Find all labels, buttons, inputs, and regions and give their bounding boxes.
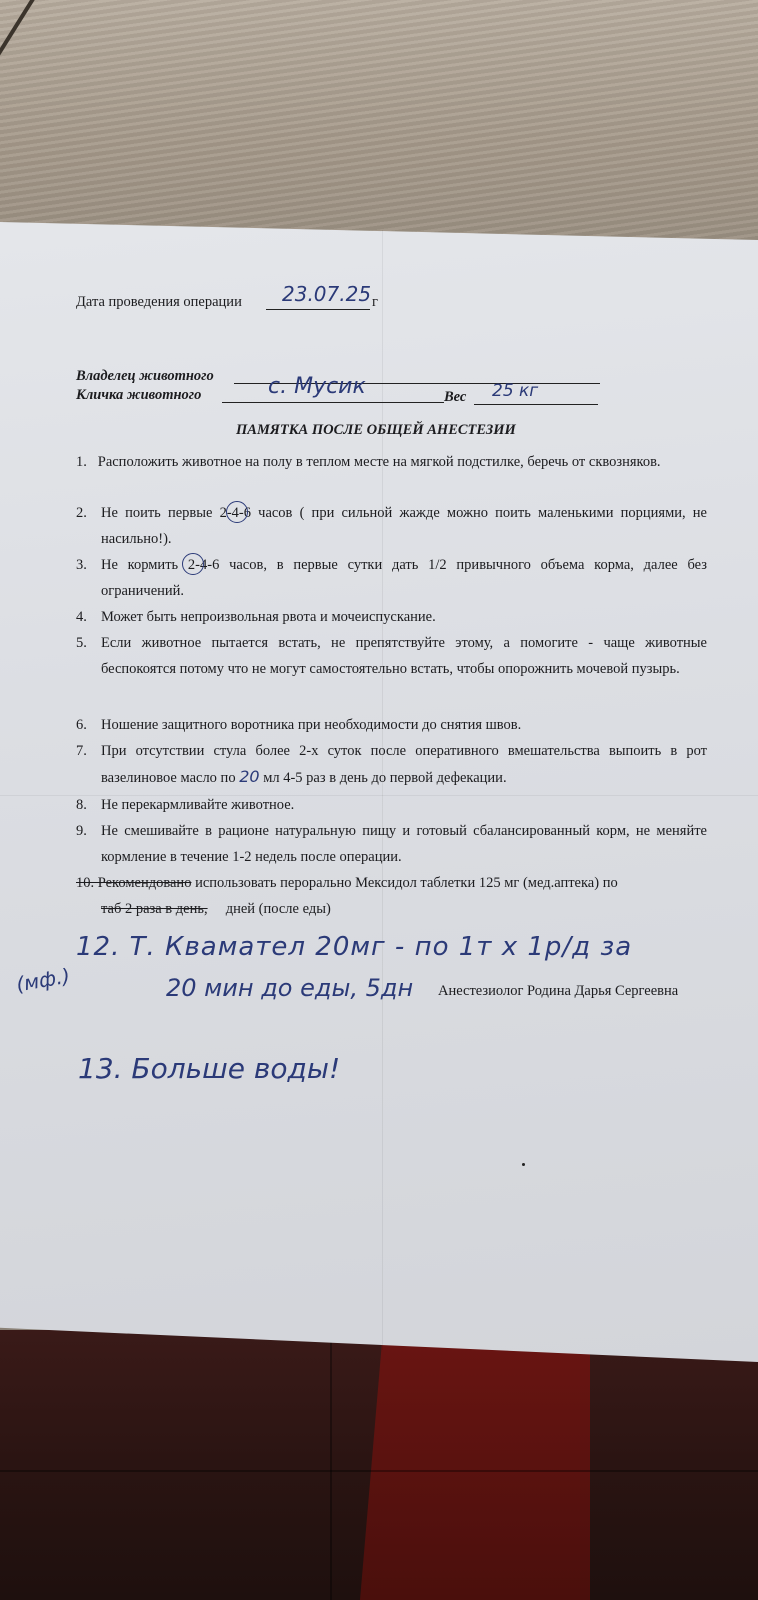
weight-value: 25 кг: [492, 381, 539, 401]
item-text: использовать перорально Мексидол таблетки 125 мг (мед.аптека) по: [191, 875, 618, 891]
item-number: 6.: [76, 717, 87, 733]
item-text: Расположить животное на полу в теплом месте на мягкой подстилке, беречь от сквозняков.: [97, 454, 661, 470]
item-number: 7.: [76, 743, 87, 759]
struck-text: 10. Рекомендовано: [76, 875, 192, 891]
handwritten-item-12-line2: 20 мин до еды, 5дн: [166, 974, 414, 1002]
tile-joint: [0, 1470, 758, 1472]
pet-label: Кличка животного: [76, 387, 202, 403]
pet-underline: [222, 402, 444, 403]
struck-text: таб 2 раза в день,: [101, 901, 208, 917]
handwritten-margin-note: (мф.): [14, 963, 72, 997]
instruction-item-2: Не поить первые 2-4-6 часов ( при сильной жажде можно поить маленькими порциями, не насильно!).: [101, 505, 707, 547]
date-suffix: г: [372, 294, 378, 310]
item-number: 1.: [76, 454, 87, 470]
dose-value: 20: [239, 767, 260, 786]
instruction-item-9: Не смешивайте в рационе натуральную пищу и готовый сбалансированный корм, не меняйте кормление в течение 1-2 недель после операции.: [101, 823, 707, 865]
instruction-item-3: Не кормить 2-4-6 часов, в первые сутки дать 1/2 привычного объема корма, далее без ограничений.: [101, 557, 707, 599]
red-cloth: [360, 1330, 590, 1600]
wooden-table-background: [0, 0, 758, 240]
instruction-item-8: Не перекармливайте животное.: [101, 797, 295, 813]
handwritten-circle: [226, 501, 248, 523]
item-number: 8.: [76, 797, 87, 813]
instruction-item-10: [76, 870, 707, 896]
signature-line: Анестезиолог Родина Дарья Сергеевна: [438, 983, 679, 999]
item-number: 9.: [76, 823, 87, 839]
item-text: При отсутствии стула более 2-х суток после оперативного вмешательства выпоить в рот вазелиновое масло по: [101, 743, 707, 786]
item-text: дней (после еды): [225, 901, 331, 917]
instruction-item-1: [76, 449, 707, 475]
item-text: мл 4-5 раз в день до первой дефекации.: [263, 770, 507, 786]
weight-label: Вес: [444, 389, 467, 405]
instruction-item-4: Может быть непроизвольная рвота и мочеиспускание.: [101, 609, 436, 625]
date-label: Дата проведения операции: [76, 294, 242, 310]
date-underline: [266, 309, 370, 310]
handwritten-circle: [182, 553, 204, 575]
ink-dot: [522, 1163, 525, 1166]
instruction-item-5: Если животное пытается встать, не препятствуйте этому, а помогите - чаще животные беспокоятся потому что не могут самостоятельно встать, чтобы опорожнить мочевой пузырь.: [101, 635, 707, 677]
document-title: ПАМЯТКА ПОСЛЕ ОБЩЕЙ АНЕСТЕЗИИ: [236, 422, 516, 438]
item-number: 4.: [76, 609, 87, 625]
date-value: 23.07.25: [282, 282, 372, 306]
item-number: 2.: [76, 505, 87, 521]
instruction-item-7: [101, 738, 707, 791]
instruction-item-10-cont: [101, 896, 707, 922]
tile-joint: [330, 1340, 332, 1600]
handwritten-item-12-line1: 12. Т. Квамател 20мг - по 1т х 1р/д за: [76, 932, 633, 962]
weight-underline: [474, 404, 598, 405]
instruction-item-6: Ношение защитного воротника при необходимости до снятия швов.: [101, 717, 522, 733]
handwritten-item-13: 13. Больше воды!: [78, 1052, 341, 1085]
item-number: 3.: [76, 557, 87, 573]
owner-label: Владелец животного: [76, 368, 214, 384]
pet-name-value: с. Мусик: [268, 374, 366, 399]
item-number: 5.: [76, 635, 87, 651]
